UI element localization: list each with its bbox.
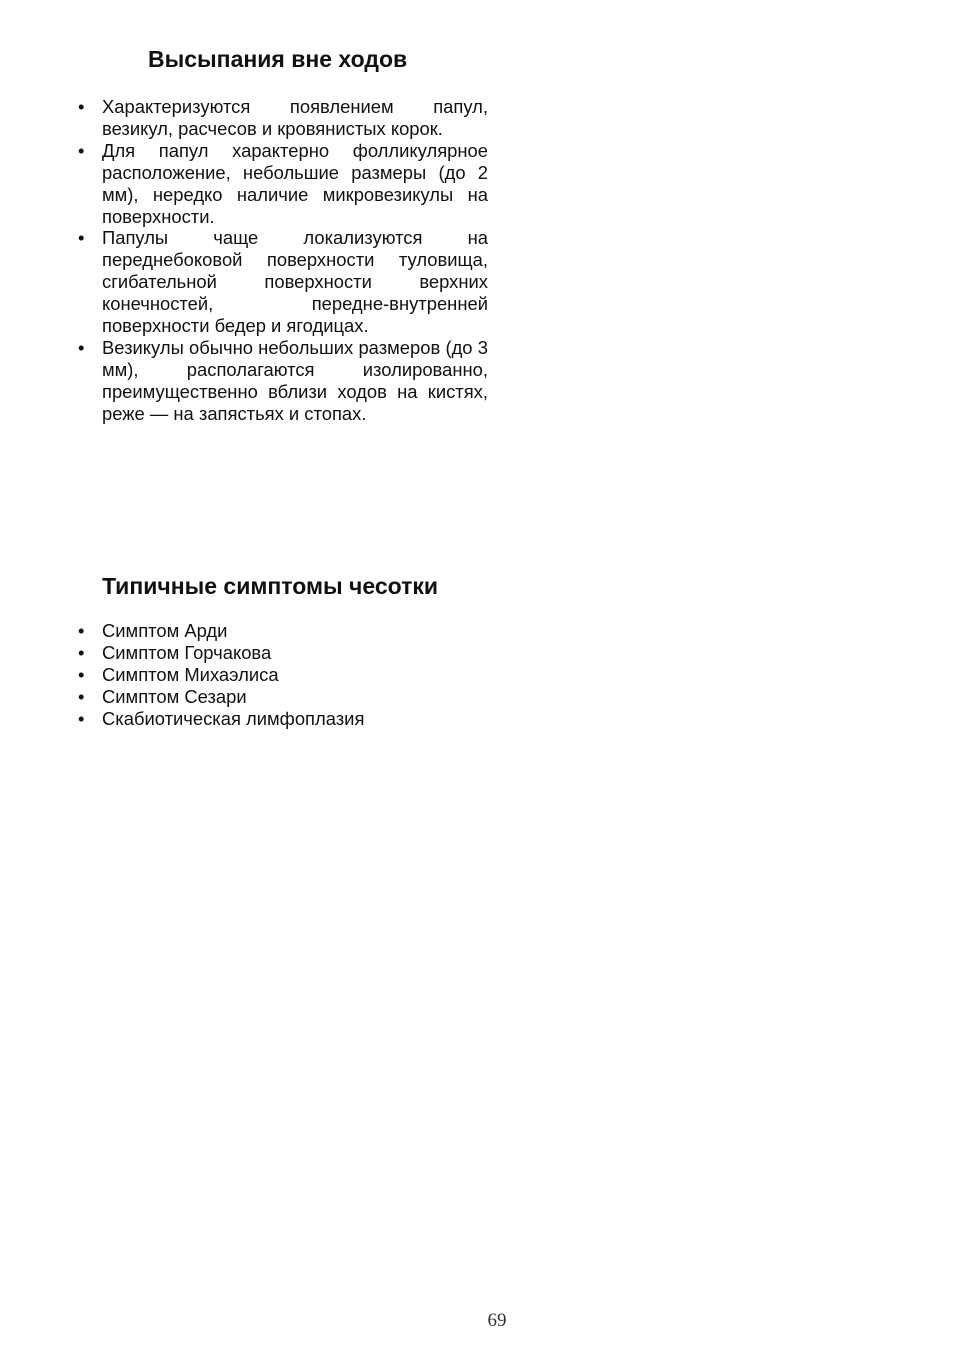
bullet-icon: •: [78, 96, 85, 117]
list-item: [78, 642, 498, 664]
list-item-text: Скабиотическая лимфоплазия: [102, 708, 365, 729]
bullet-icon: •: [78, 642, 85, 663]
list-item-text: Симптом Арди: [102, 620, 228, 641]
page-number: 69: [487, 1310, 507, 1331]
list-item: [78, 664, 498, 686]
section-typical-symptoms: [78, 570, 498, 730]
bullet-icon: •: [78, 139, 85, 161]
list-item-text: Симптом Михаэлиса: [102, 664, 279, 685]
bullet-icon: •: [78, 686, 85, 707]
list-item: [78, 337, 488, 425]
list-item-text: Симптом Сезари: [102, 686, 247, 707]
bullet-icon: •: [78, 664, 85, 685]
section-rashes-outside-burrows: [78, 44, 488, 425]
bullet-icon: •: [78, 227, 85, 249]
list-item: [78, 227, 488, 337]
bullet-icon: •: [78, 708, 85, 729]
list-item-text: Симптом Горчакова: [102, 642, 272, 663]
bullet-list: [78, 96, 488, 425]
list-item: [78, 620, 498, 642]
list-item-text: Папулы чаще локализуются на переднебоковой поверхности туловища, сгибательной поверхности верхних конечностей, передне-внутренней поверхности бедер и ягодицах.: [102, 227, 488, 337]
section-title: Высыпания вне ходов: [148, 46, 408, 72]
list-item-text: Везикулы обычно небольших размеров (до 3 мм), располагаются изолированно, преимущественно вблизи ходов на кистях, реже — на запястьях и стопах.: [102, 336, 488, 424]
list-item: [78, 708, 498, 730]
list-item-text: Характеризуются появлением папул, везикул, расчесов и кровянистых корок.: [102, 96, 488, 139]
list-item-text: Для папул характерно фолликулярное расположение, небольшие размеры (до 2 мм), нередко наличие микровезикулы на поверхности.: [102, 139, 488, 227]
symptom-list: [78, 620, 498, 730]
list-item: [78, 96, 488, 140]
bullet-icon: •: [78, 336, 85, 358]
list-item: [78, 686, 498, 708]
section-title: Типичные симптомы чесотки: [102, 573, 439, 599]
list-item: [78, 140, 488, 228]
bullet-icon: •: [78, 620, 85, 641]
